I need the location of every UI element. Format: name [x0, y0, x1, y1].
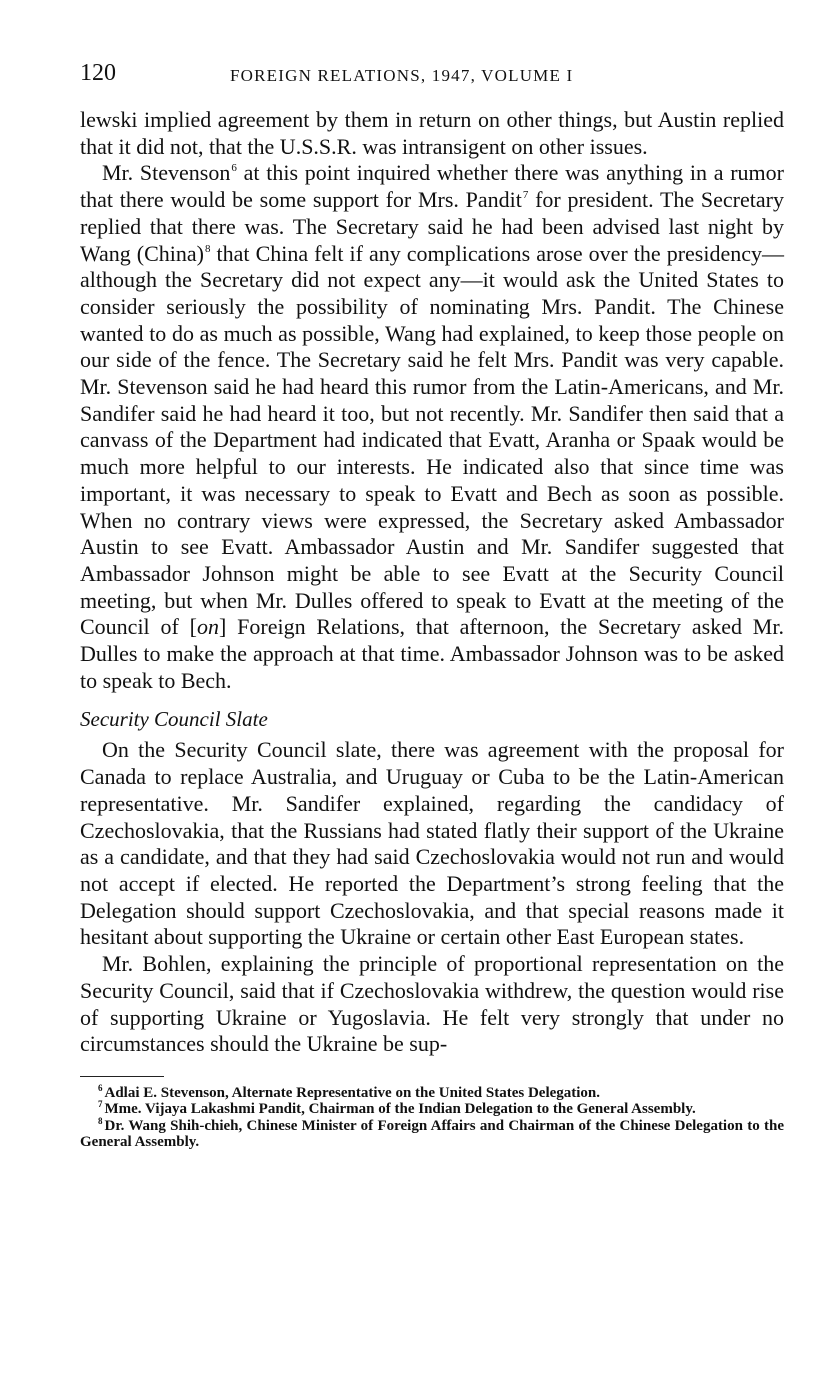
footnote-text: Mme. Vijaya Lakashmi Pandit, Chairman of the Indian Delegation to the General Assembly.	[104, 1101, 696, 1118]
footnote-mark: 7	[98, 1099, 103, 1110]
footnote-6	[80, 1082, 784, 1102]
editorial-insertion: on	[196, 614, 219, 640]
body-text	[80, 107, 784, 1058]
paragraph-text: that China felt if any complications arose over the presidency—although the Secretary did not expect any—it would ask the United States to consider seriously the possibility of nominating Mrs. Pandit. The Chinese wanted to do as much as possible, Wang had explained, to keep those people on our side of the fence. The Secretary said he felt Mrs. Pandit was very capable. Mr. Stevenson said he had heard this rumor from the Latin-Americans, and Mr. Sandifer said he had heard it too, but not recently. Mr. Sandifer then said that a canvass of the Department had indicated that Evatt, Aranha or Spaak would be much more helpful to our interests. He indicated also that since time was important, it was necessary to speak to Evatt and Bech as soon as possible. When no contrary views were expressed, the Secretary asked Ambassador Austin to see Evatt. Ambassador Austin and Mr. Sandifer suggested that Ambassador Johnson might be able to see Evatt at the Security Council meeting, but when Mr. Dulles offered to speak to Evatt at the meeting of the Council of	[80, 240, 784, 640]
document-page	[80, 60, 784, 1151]
footnote-separator	[80, 1076, 164, 1077]
paragraph-text: Mr. Stevenson	[102, 160, 231, 186]
footnote-7	[80, 1101, 784, 1118]
paragraph-text: lewski implied agreement by them in return on other things, but Austin replied that it did not, that the U.S.S.R. was intransigent on other issues.	[80, 107, 784, 159]
paragraph-text: Mr. Bohlen, explaining the principle of proportional representation on the Security Council, said that if Czechoslovakia withdrew, the question would rise of supporting Ukraine or Yugoslavia. He felt very strongly that under no circumstances should the Ukraine be sup-	[80, 951, 784, 1057]
running-head	[80, 60, 784, 94]
footnote-text: Dr. Wang Shih-chieh, Chinese Minister of Foreign Affairs and Chairman of the Chinese Delegation to the General Assembly.	[80, 1117, 784, 1151]
editorial-bracket-open: [	[189, 614, 197, 640]
editorial-bracket-close: ]	[218, 614, 227, 640]
paragraph-text: at this point inquired whether there was anything in a rumor that there would be some support for Mrs. Pandit	[80, 160, 784, 213]
footnote-ref-8[interactable]: 8	[205, 242, 211, 255]
footnotes	[80, 1082, 784, 1151]
footnote-text: Adlai E. Stevenson, Alternate Representative on the United States Delegation.	[104, 1084, 601, 1101]
paragraph-text: On the Security Council slate, there was agreement with the proposal for Canada to replace Australia, and Uruguay or Cuba to be the Latin-American representative. Mr. Sandifer explained, regarding the candidacy of Czechoslovakia, that the Russians had stated flatly their support of the Ukraine as a candidate, and that they had said Czechoslovakia would not run and would not accept if elected. He reported the Department’s strong feeling that the Delegation should support Czechoslovakia, and that special reasons made it hesitant about supporting the Ukraine or certain other East European states.	[80, 737, 784, 950]
page-number: 120	[80, 60, 116, 86]
paragraph-text: for president. The Secretary replied that there was. The Secretary said he had been advised last night by Wang (China)	[80, 187, 784, 266]
paragraph-security-council-slate	[80, 737, 784, 951]
paragraph-stevenson-pandit	[80, 160, 784, 694]
footnote-mark: 6	[98, 1082, 103, 1093]
paragraph-text: Foreign Relations, that afternoon, the Secretary asked Mr. Dulles to make the approach at that time. Ambassador Johnson was to be asked to speak to Bech.	[80, 614, 784, 693]
footnote-ref-6[interactable]: 6	[231, 162, 237, 175]
footnote-8	[80, 1115, 784, 1151]
footnote-ref-7[interactable]: 7	[522, 189, 529, 202]
running-title: FOREIGN RELATIONS, 1947, VOLUME I	[230, 66, 574, 85]
section-heading: Security Council Slate	[80, 707, 268, 732]
footnote-mark: 8	[98, 1115, 103, 1126]
paragraph-bohlen	[80, 951, 784, 1058]
paragraph-continuation	[80, 107, 784, 160]
